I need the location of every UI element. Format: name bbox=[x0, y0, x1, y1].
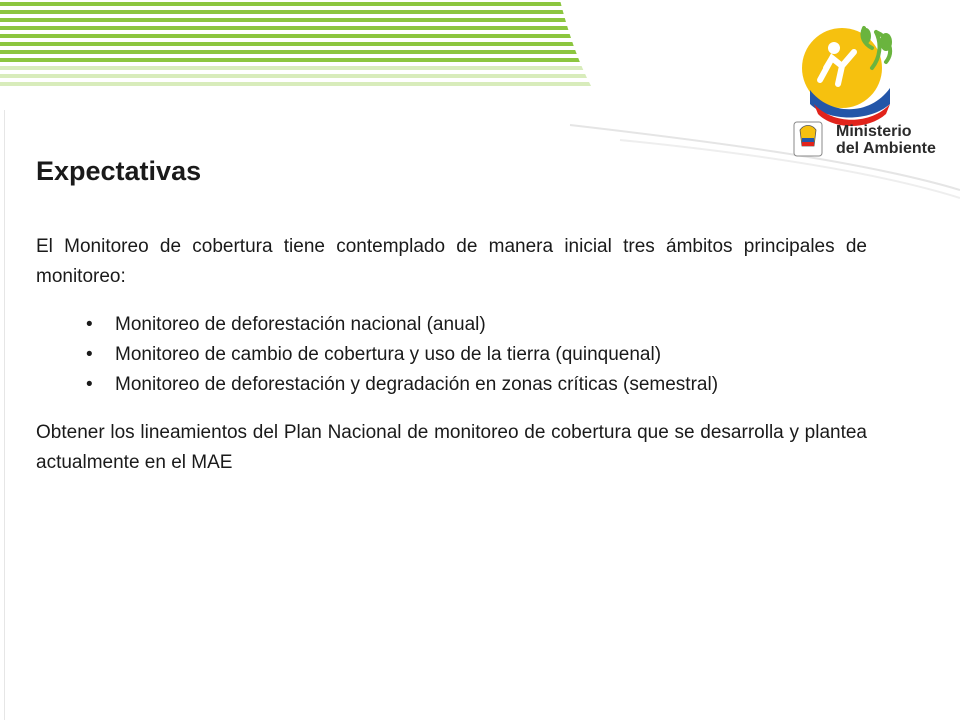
header-stripe bbox=[0, 82, 680, 86]
page-title: Expectativas bbox=[36, 156, 202, 186]
bullet-text: Monitoreo de deforestación y degradación en zonas críticas (semestral) bbox=[115, 374, 719, 395]
list-item bbox=[36, 310, 867, 340]
bullet-text: Monitoreo de deforestación nacional (anual) bbox=[115, 314, 486, 335]
left-border-line bbox=[4, 110, 5, 720]
bullet-list bbox=[36, 310, 867, 400]
slide-body bbox=[36, 232, 867, 478]
list-item bbox=[36, 340, 867, 370]
list-item bbox=[36, 370, 867, 400]
bullet-icon: • bbox=[86, 374, 93, 395]
bullet-icon: • bbox=[86, 344, 93, 365]
ministry-name-label: Ministerio del Ambiente bbox=[836, 123, 936, 157]
intro-paragraph: El Monitoreo de cobertura tiene contemplado de manera inicial tres ámbitos principales de monitoreo: bbox=[36, 236, 867, 287]
closing-paragraph: Obtener los lineamientos del Plan Nacional de monitoreo de cobertura que se desarrolla y plantea actualmente en el MAE bbox=[36, 422, 867, 473]
bullet-text: Monitoreo de cambio de cobertura y uso de la tierra (quinquenal) bbox=[115, 344, 662, 365]
bullet-icon: • bbox=[86, 314, 93, 335]
header-stripe bbox=[0, 74, 688, 78]
